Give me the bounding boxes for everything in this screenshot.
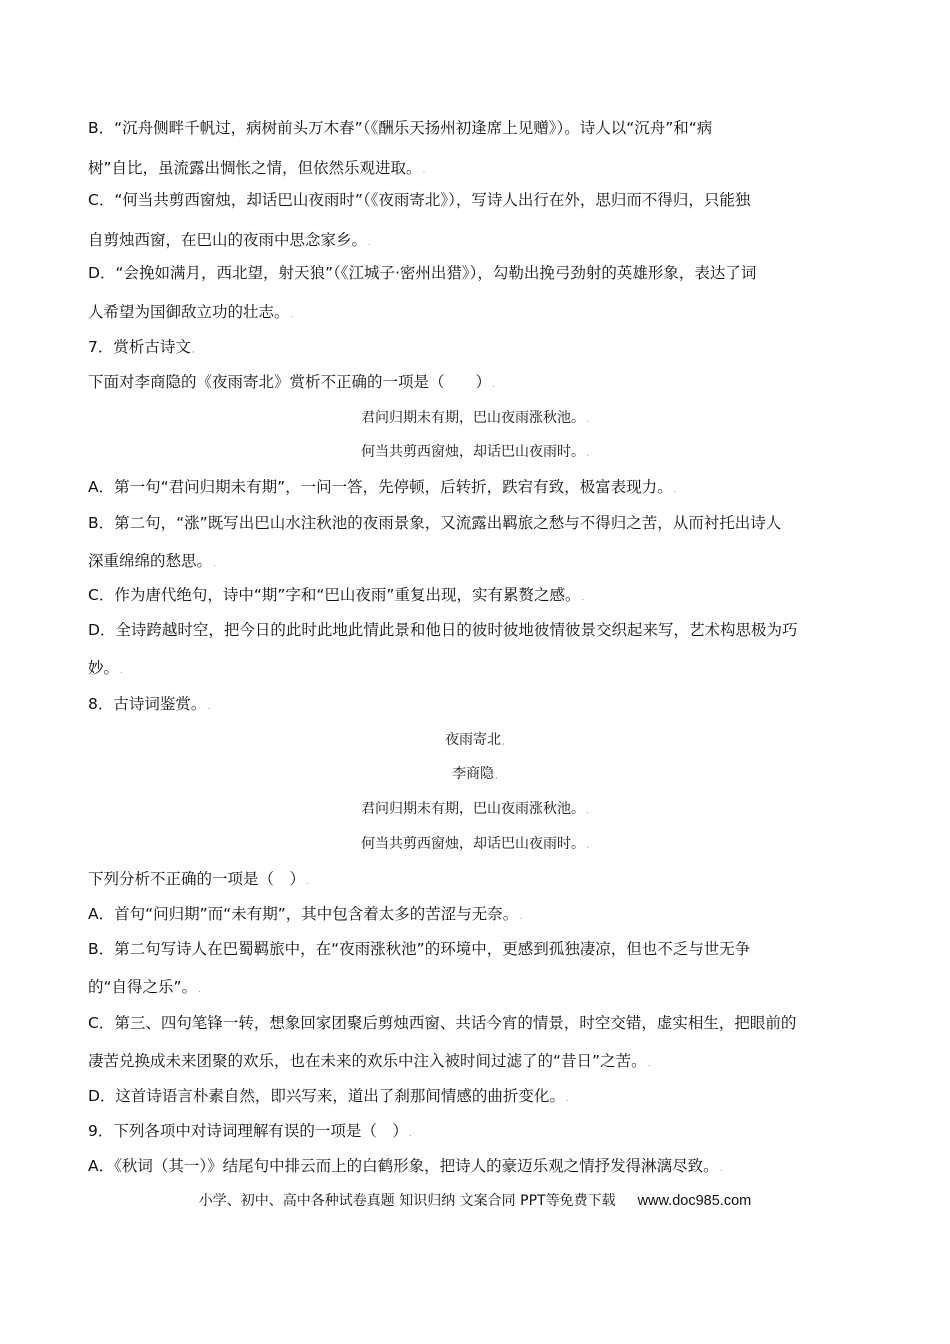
q8-poem-author: 李商隐,	[452, 766, 498, 782]
q7-option-d-line-1: D．全诗跨越时空，把今日的此时此地此情此景和他日的彼时彼地彼情彼景交织起来写，艺术构思极为巧	[88, 621, 798, 639]
q8-poem-line-1: 君问归期未有期，巴山夜雨涨秋池。.	[361, 801, 589, 817]
q8-option-c-line-1: C．第三、四句笔锋一转，想象回家团聚后剪烛西窗、共话今宵的情景，时空交错，虚实相生，把眼前的	[88, 1014, 797, 1032]
option-d-line-1: D．“会挽如满月，西北望，射天狼”（《江城子·密州出猎》），勾勒出挽弓劲射的英雄形象，表达了词	[88, 264, 757, 282]
q7-option-a: A．第一句“君问归期未有期”，一问一答，先停顿，后转折，跌宕有致，极富表现力。.	[88, 478, 677, 496]
q7-poem-line-1: 君问归期未有期，巴山夜雨涨秋池。.	[361, 410, 589, 426]
q8-option-c-line-2: 凄苦兑换成未来团聚的欢乐，也在未来的欢乐中注入被时间过滤了的“昔日”之苦。.	[88, 1052, 651, 1070]
question-7-title: 7．赏析古诗文,	[88, 338, 195, 356]
q7-poem-line-2: 何当共剪西窗烛，却话巴山夜雨时。.	[361, 444, 589, 460]
q8-option-b-line-2: 的“自得之乐”。.	[88, 978, 201, 996]
question-7-stem: 下面对李商隐的《夜雨寄北》赏析不正确的一项是（ ）.	[88, 373, 495, 391]
q7-option-d-line-2: 妙。.	[88, 659, 123, 677]
footer-text: 小学、初中、高中各种试卷真题 知识归纳 文案合同 PPT等免费下载	[198, 1193, 616, 1209]
q9-option-a: A．《秋词（其一）》结尾句中排云而上的白鹤形象，把诗人的豪迈乐观之情抒发得淋漓尽致。.	[88, 1157, 723, 1175]
option-c-line-1: C．“何当共剪西窗烛，却话巴山夜雨时”（《夜雨寄北》），写诗人出行在外，思归而不得归，只能独	[88, 191, 751, 209]
question-8-stem: 下列分析不正确的一项是（ ）.	[88, 870, 309, 888]
question-8-title: 8．古诗词鉴赏。.	[88, 695, 211, 713]
q8-option-d: D．这首诗语言朴素自然，即兴写来，道出了刹那间情感的曲折变化。.	[88, 1087, 569, 1105]
question-9-stem: 9．下列各项中对诗词理解有误的一项是（ ）.	[88, 1122, 412, 1140]
q7-option-b-line-1: B．第二句，“涨”既写出巴山水注秋池的夜雨景象，又流露出羁旅之愁与不得归之苦，从而衬托出诗人	[88, 514, 782, 532]
q7-option-c: C．作为唐代绝句，诗中“期”字和“巴山夜雨”重复出现，实有累赘之感。.	[88, 586, 585, 604]
option-b-line-1: B．“沉舟侧畔千帆过，病树前头万木春”（《酬乐天扬州初逢席上见赠》）。诗人以“沉舟”和“病	[88, 119, 713, 137]
q8-poem-line-2: 何当共剪西窗烛，却话巴山夜雨时。.	[361, 836, 589, 852]
q8-poem-title: 夜雨寄北,	[445, 732, 505, 748]
q8-option-b-line-1: B．第二句写诗人在巴蜀羁旅中，在“夜雨涨秋池”的环境中，更感到孤独凄凉，但也不乏与世无争	[88, 940, 751, 958]
q7-option-b-line-2: 深重绵绵的愁思。.	[88, 552, 216, 570]
option-c-line-2: 自剪烛西窗，在巴山的夜雨中思念家乡。.	[88, 231, 371, 249]
option-b-line-2: 树”自比，虽流露出惆怅之情，但依然乐观进取。.	[88, 159, 426, 177]
option-d-line-2: 人希望为国御敌立功的壮志。.	[88, 303, 294, 321]
page-footer	[0, 1191, 950, 1211]
footer-url[interactable]: www.doc985.com	[637, 1193, 752, 1209]
q8-option-a: A．首句“问归期”而“未有期”，其中包含着太多的苦涩与无奈。.	[88, 905, 523, 923]
